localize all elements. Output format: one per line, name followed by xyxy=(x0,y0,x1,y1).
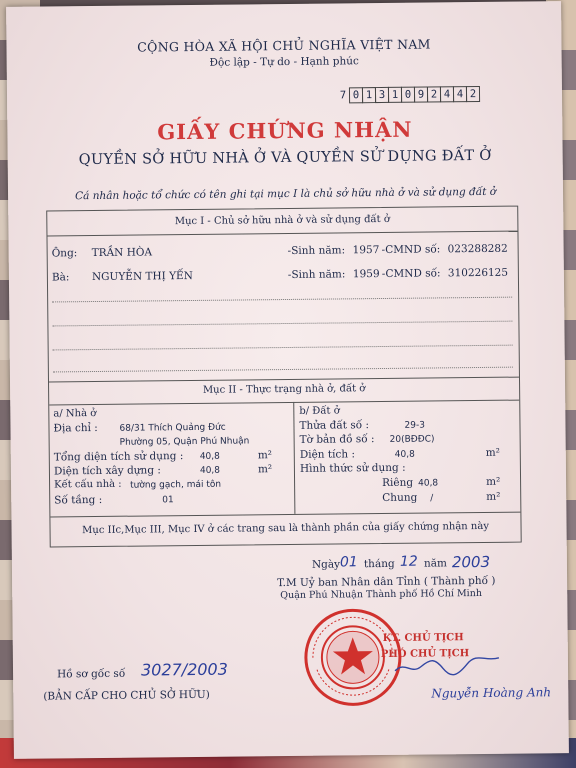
year-label: năm xyxy=(423,557,447,570)
file-label: Hồ sơ gốc số xyxy=(57,667,126,681)
serial-digit: 3 xyxy=(375,87,389,103)
owner2-prefix: Bà: xyxy=(51,271,70,284)
total-area-unit: m² xyxy=(257,449,273,462)
document-title: GIẤY CHỨNG NHẬN xyxy=(157,116,413,145)
usage-label: Hình thức sử dụng : xyxy=(299,461,406,475)
owner2-birth-year: 1959 xyxy=(352,268,380,281)
owner1-birth-year: 1957 xyxy=(352,244,380,257)
owner2-id: 310226125 xyxy=(447,266,509,280)
built-area-unit: m² xyxy=(257,463,273,476)
land-area-value: 40,8 xyxy=(394,449,415,460)
owner2-birth-label: -Sinh năm: xyxy=(287,268,346,281)
map-label: Tờ bản đồ số : xyxy=(299,433,375,446)
date-year: 2003 xyxy=(451,552,491,572)
certificate-page xyxy=(6,1,569,759)
structure-label: Kết cấu nhà : xyxy=(54,478,122,491)
floors-label: Số tầng : xyxy=(54,493,103,507)
plot-value: 29-3 xyxy=(404,420,425,431)
owner1-id-label: -CMND số: xyxy=(381,243,441,257)
private-unit: m² xyxy=(486,475,501,488)
total-area-value: 40,8 xyxy=(199,451,220,462)
map-value: 20(BĐĐC) xyxy=(389,434,435,445)
position-kt: KT. CHỦ TỊCH xyxy=(382,632,464,645)
serial-number-boxes xyxy=(337,86,480,103)
owner1-birth-label: -Sinh năm: xyxy=(287,244,346,257)
address-line2: Phường 05, Quận Phú Nhuận xyxy=(119,436,250,448)
serial-digit: 1 xyxy=(388,87,402,103)
serial-digit: 1 xyxy=(362,87,376,103)
owner2-id-label: -CMND số: xyxy=(381,267,441,281)
district-line: Quận Phú Nhuận Thành phố Hồ Chí Minh xyxy=(280,587,482,602)
date-month: 12 xyxy=(399,553,418,570)
document-subtitle: QUYỀN SỞ HỮU NHÀ Ở VÀ QUYỀN SỬ DỤNG ĐẤT Ở xyxy=(78,147,492,169)
committee-line: T.M Uỷ ban Nhân dân Tỉnh ( Thành phố ) xyxy=(277,574,496,590)
built-area-label: Diện tích xây dựng : xyxy=(53,464,161,478)
house-label: a/ Nhà ở xyxy=(53,408,97,420)
date-day: 01 xyxy=(339,554,358,571)
owner2-name: NGUYỄN THỊ YẾN xyxy=(91,269,193,284)
serial-digit: 7 xyxy=(339,89,347,102)
date-prefix: Ngày xyxy=(311,558,341,571)
copy-note: (BẢN CẤP CHO CHỦ SỞ HỮU) xyxy=(43,688,210,703)
republic-header: CỘNG HÒA XÃ HỘI CHỦ NGHĨA VIỆT NAM xyxy=(137,36,431,55)
floors-value: 01 xyxy=(162,495,174,506)
land-area-label: Diện tích : xyxy=(299,448,356,461)
position-vice: PHÓ CHỦ TỊCH xyxy=(380,648,470,661)
owner1-id: 023288282 xyxy=(447,242,508,256)
plot-label: Thửa đất số : xyxy=(299,419,370,432)
red-seal-stamp xyxy=(302,607,403,708)
signature-scribble xyxy=(393,654,503,679)
address-line1: 68/31 Thích Quảng Đức xyxy=(119,422,226,434)
structure-value: tường gạch, mái tôn xyxy=(130,479,222,491)
serial-digit: 0 xyxy=(349,87,363,103)
serial-digit: 4 xyxy=(453,86,467,102)
private-value: 40,8 xyxy=(418,478,439,489)
shared-unit: m² xyxy=(486,490,501,503)
intro-text: Cá nhân hoặc tổ chức có tên ghi tại mục I là chủ sở hữu nhà ở và sử dụng đất ở xyxy=(74,185,497,203)
address-label: Địa chỉ : xyxy=(53,421,98,435)
file-number: 3027/2003 xyxy=(140,659,228,680)
shared-label: Chung xyxy=(382,491,418,505)
land-label: b/ Đất ở xyxy=(299,405,340,417)
serial-digit: 9 xyxy=(414,87,428,103)
serial-digit: 2 xyxy=(466,86,480,102)
private-label: Riêng xyxy=(382,476,414,490)
serial-digit: 4 xyxy=(440,86,454,102)
section2-heading: Mục II - Thực trạng nhà ở, đất ở xyxy=(202,383,366,396)
footer-note: Mục IIc,Mục III, Mục IV ở các trang sau là thành phần của giấy chứng nhận này xyxy=(82,520,490,537)
section1-heading: Mục I - Chủ sở hữu nhà ở và sử dụng đất ở xyxy=(174,213,390,228)
owner1-prefix: Ông: xyxy=(51,247,78,260)
shared-value: / xyxy=(430,493,434,504)
serial-digit: 0 xyxy=(401,87,415,103)
content-frame xyxy=(46,206,522,548)
signer-name: Nguyễn Hoàng Anh xyxy=(431,685,552,701)
serial-digit: 2 xyxy=(427,86,441,102)
land-area-unit: m² xyxy=(485,446,501,459)
month-label: tháng xyxy=(363,557,395,571)
motto: Độc lập - Tự do - Hạnh phúc xyxy=(209,55,359,69)
owner1-name: TRẦN HÒA xyxy=(91,246,153,260)
total-area-label: Tổng diện tích sử dụng : xyxy=(53,450,184,464)
built-area-value: 40,8 xyxy=(199,465,221,476)
